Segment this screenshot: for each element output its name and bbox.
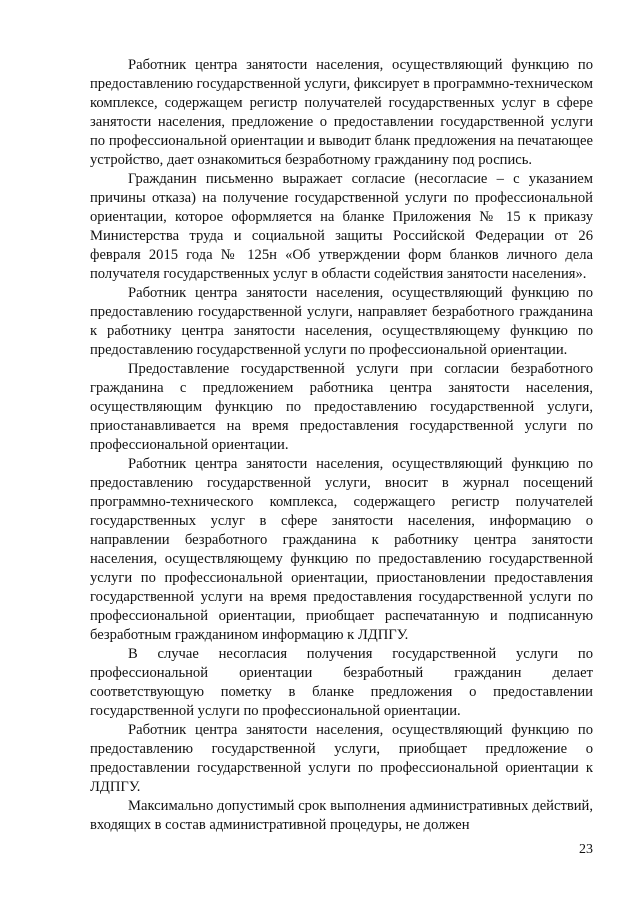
paragraph-6: В случае несогласия получения государственной услуги по профессиональной ориентации безработный гражданин делает соответствующую пометку в бланке предложения о предоставлении государственной услуги по профессиональной ориентации. <box>90 646 593 719</box>
paragraph-7: Работник центра занятости населения, осуществляющий функцию по предоставлению государственной услуги, приобщает предложение о предоставлении государственной услуги по профессиональной ориентации к ЛДПГУ. <box>90 722 593 795</box>
paragraph-4: Предоставление государственной услуги при согласии безработного гражданина с предложением работника центра занятости населения, осуществляющим функцию по предоставлению государственной услуги, приостанавливается на время предоставления государственной услуги по профессиональной ориентации. <box>90 361 593 453</box>
paragraph-5: Работник центра занятости населения, осуществляющий функцию по предоставлению государственной услуги, вносит в журнал посещений программно-технического комплекса, содержащего регистр получателей государственных услуг в сфере занятости населения, информацию о направлении безработного гражданина к работнику центра занятости населения, осуществляющему функцию по предоставлению государственной услуги по профессиональной ориентации, приостановлении предоставления государственной услуги на время предоставления государственной услуги по профессиональной ориентации, приобщает распечатанную и подписанную безработным гражданином информацию к ЛДПГУ. <box>90 456 593 643</box>
document-body <box>90 56 593 835</box>
paragraph-3: Работник центра занятости населения, осуществляющий функцию по предоставлению государственной услуги, направляет безработного гражданина к работнику центра занятости населения, осуществляющему функцию по предоставлению государственной услуги по профессиональной ориентации. <box>90 285 593 358</box>
page-number: 23 <box>579 842 593 857</box>
paragraph-8: Максимально допустимый срок выполнения административных действий, входящих в состав административной процедуры, не должен <box>90 798 593 833</box>
paragraph-1: Работник центра занятости населения, осуществляющий функцию по предоставлению государственной услуги, фиксирует в программно-техническом комплексе, содержащем регистр получателей государственных услуг в сфере занятости населения, предложение о предоставлении государственной услуги по профессиональной ориентации и выводит бланк предложения на печатающее устройство, дает ознакомиться безработному гражданину под роспись. <box>90 57 593 168</box>
paragraph-2: Гражданин письменно выражает согласие (несогласие – с указанием причины отказа) на получение государственной услуги по профессиональной ориентации, которое оформляется на бланке Приложения № 15 к приказу Министерства труда и социальной защиты Российской Федерации от 26 февраля 2015 года № 125н «Об утверждении форм бланков личного дела получателя государственных услуг в области содействия занятости населения». <box>90 171 593 282</box>
